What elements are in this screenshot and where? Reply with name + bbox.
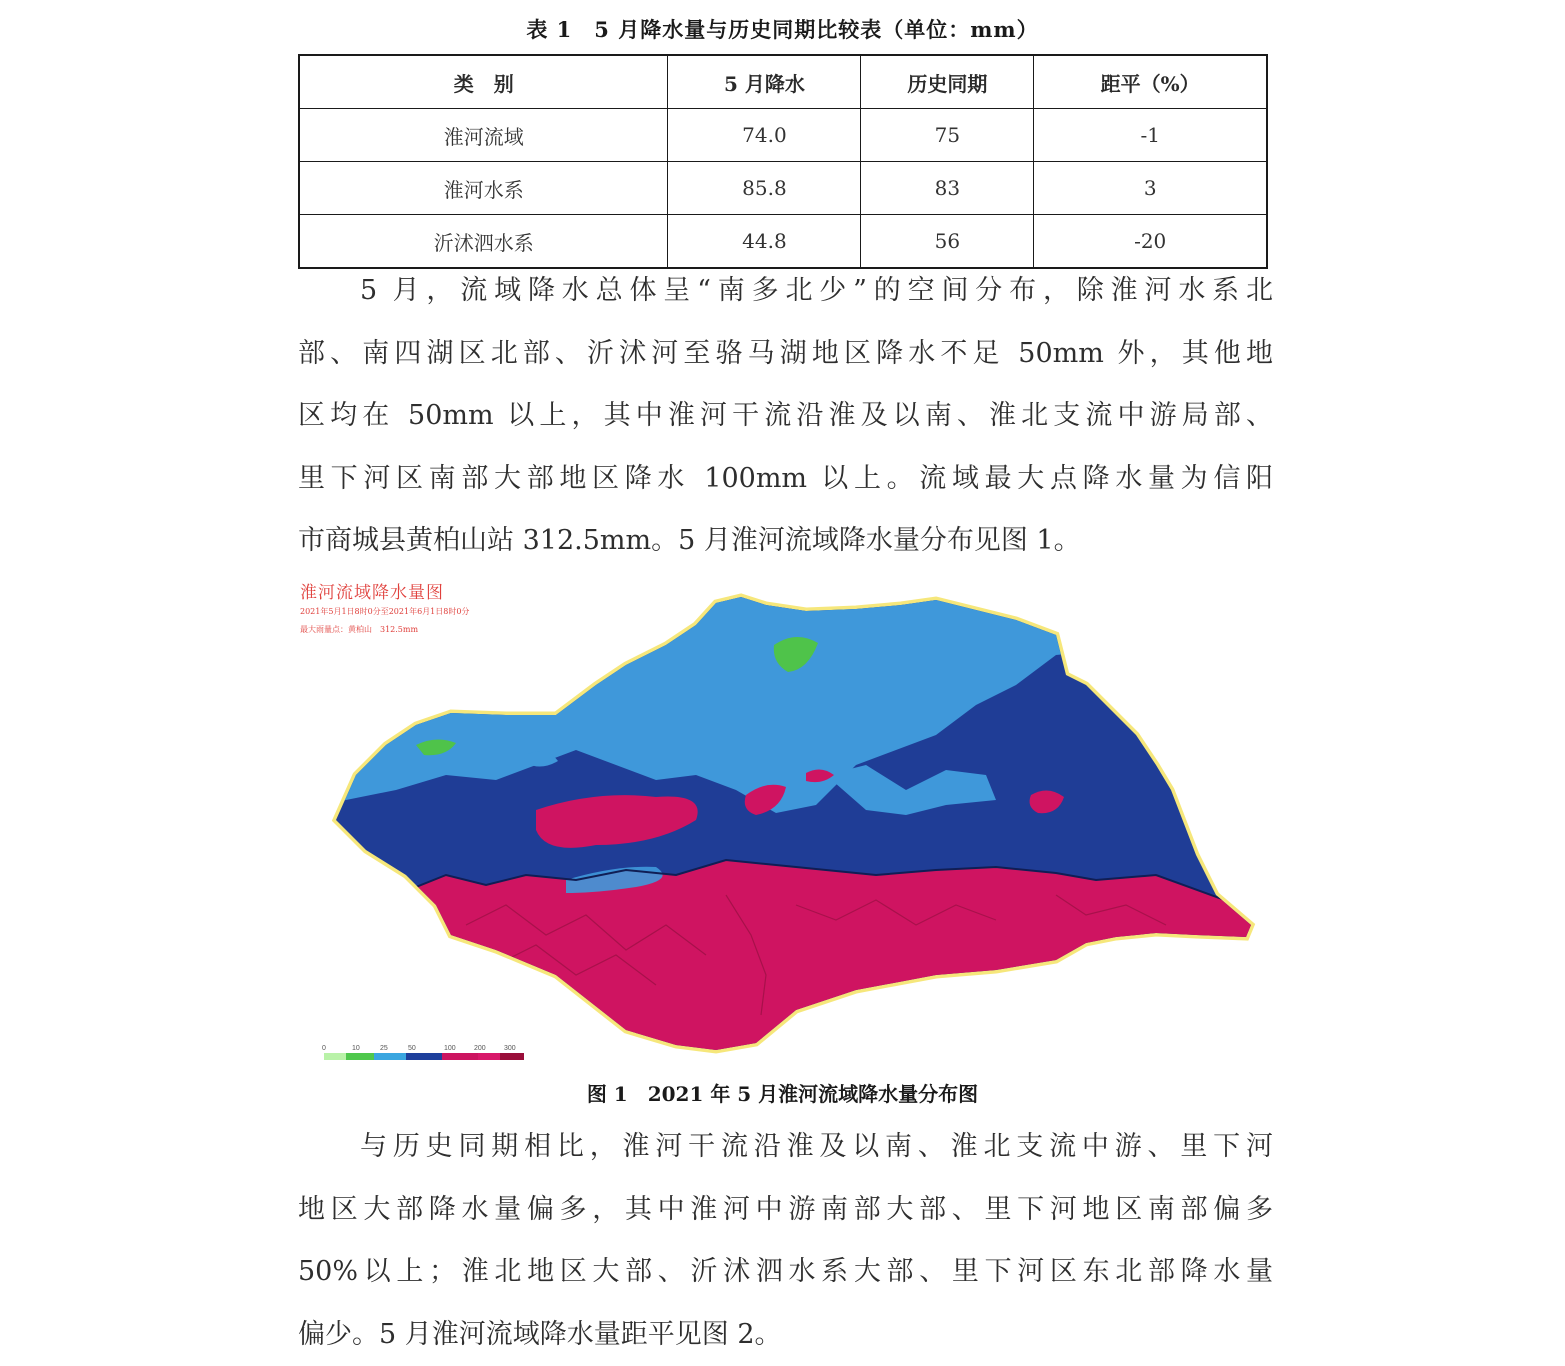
- table-cell: -1: [1034, 109, 1267, 162]
- paragraph-line: 里下河区南部大部地区降水 100mm 以上。流域最大点降水量为信阳: [298, 448, 1273, 511]
- paragraph-line: 偏少。5 月淮河流域降水量距平见图 2。: [298, 1304, 1273, 1366]
- table-cell: -20: [1034, 215, 1267, 269]
- legend-tick-label: 0: [322, 1045, 326, 1052]
- table-caption: 表 1 5 月降水量与历史同期比较表（单位：mm）: [0, 14, 1565, 44]
- paragraph-line: 市商城县黄柏山站 312.5mm。5 月淮河流域降水量分布见图 1。: [298, 510, 1273, 573]
- paragraph-precipitation-distribution: [298, 260, 1273, 573]
- header-may-precip: 5 月降水: [668, 55, 861, 109]
- table-cell: 3: [1034, 162, 1267, 215]
- legend-tick-label: 10: [352, 1045, 360, 1052]
- header-category: 类 别: [299, 55, 668, 109]
- table-cell: 75: [861, 109, 1034, 162]
- table-cell: 83: [861, 162, 1034, 215]
- legend-color-bar: [324, 1053, 524, 1060]
- legend-tick-label: 50: [408, 1045, 416, 1052]
- map-subtitle: 2021年5月1日8时0分至2021年6月1日8时0分: [300, 606, 469, 617]
- legend-tick-label: 100: [444, 1045, 456, 1052]
- figure-caption: 图 1 2021 年 5 月淮河流域降水量分布图: [0, 1078, 1565, 1107]
- paragraph-anomaly-comparison: [298, 1116, 1273, 1366]
- table-row: [299, 109, 1267, 162]
- precipitation-table: [298, 54, 1268, 269]
- legend-tick-label: 300: [504, 1045, 516, 1052]
- table-cell: 淮河流域: [299, 109, 668, 162]
- paragraph-line: 50%以上；淮北地区大部、沂沭泗水系大部、里下河区东北部降水量: [298, 1241, 1273, 1304]
- table-header-row: [299, 55, 1267, 109]
- table-cell: 56: [861, 215, 1034, 269]
- table-cell: 沂沭泗水系: [299, 215, 668, 269]
- map-title: 淮河流域降水量图: [300, 578, 444, 603]
- table-cell: 74.0: [668, 109, 861, 162]
- paragraph-line: 与历史同期相比，淮河干流沿淮及以南、淮北支流中游、里下河: [298, 1116, 1273, 1179]
- header-anomaly: 距平（%）: [1034, 55, 1267, 109]
- paragraph-line: 部、南四湖区北部、沂沭河至骆马湖地区降水不足 50mm 外，其他地: [298, 323, 1273, 386]
- map-max-point: 最大雨量点：黄柏山 312.5mm: [300, 624, 418, 635]
- header-historical: 历史同期: [861, 55, 1034, 109]
- paragraph-line: 5 月，流域降水总体呈“南多北少”的空间分布，除淮河水系北: [298, 260, 1273, 323]
- table-cell: 淮河水系: [299, 162, 668, 215]
- paragraph-line: 区均在 50mm 以上，其中淮河干流沿淮及以南、淮北支流中游局部、: [298, 385, 1273, 448]
- table-row: [299, 162, 1267, 215]
- legend-tick-label: 25: [380, 1045, 388, 1052]
- paragraph-line: 地区大部降水量偏多，其中淮河中游南部大部、里下河地区南部偏多: [298, 1179, 1273, 1242]
- table-cell: 44.8: [668, 215, 861, 269]
- table-cell: 85.8: [668, 162, 861, 215]
- precipitation-map: [296, 575, 1266, 1070]
- legend-tick-label: 200: [474, 1045, 486, 1052]
